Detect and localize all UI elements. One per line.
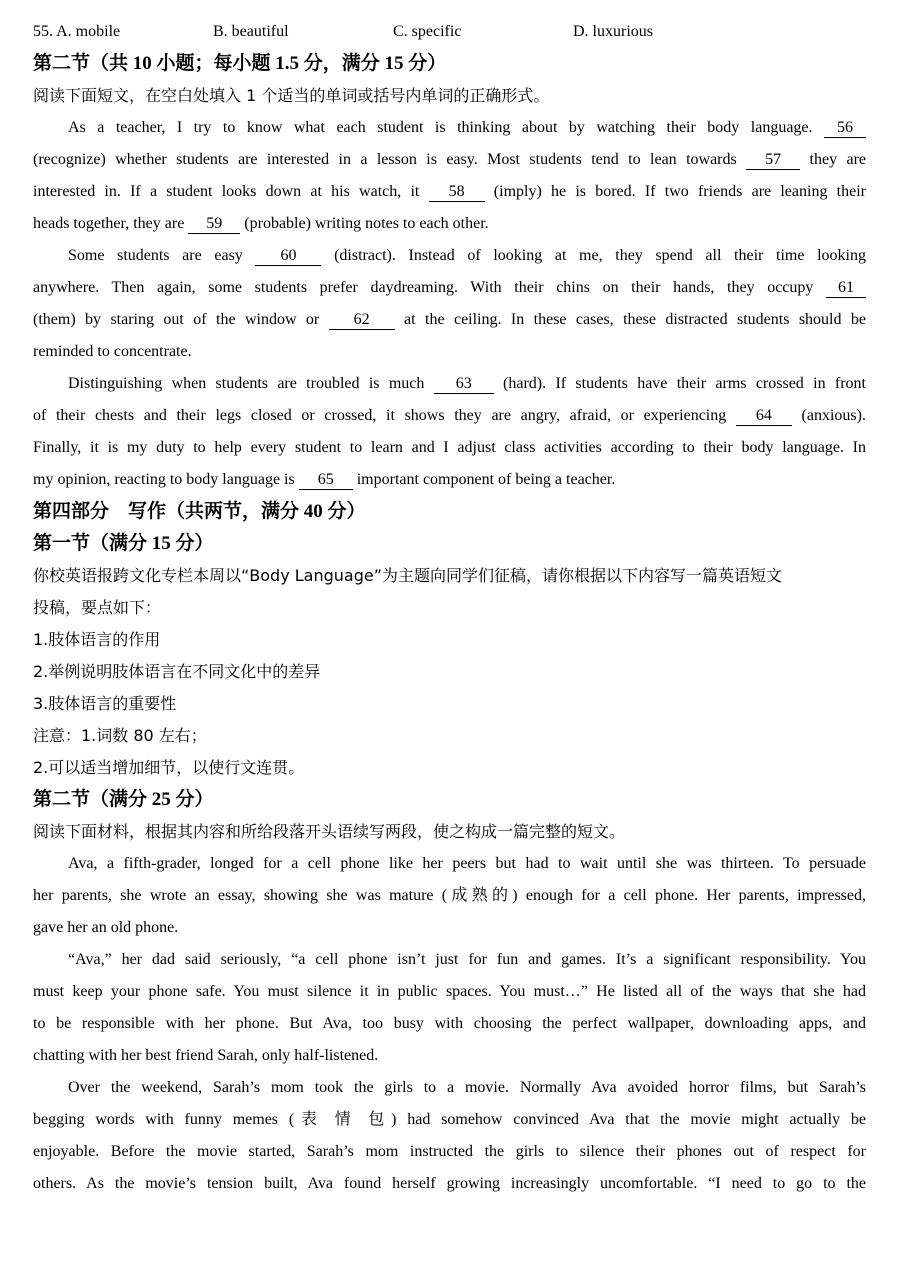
story-line: must keep your phone safe. You must silence it in public spaces. You must…” He listed all of the ways that she had (33, 983, 866, 1000)
story-line: to be responsible with her phone. But Ava, too busy with choosing the perfect wallpaper, downloading apps, and (33, 1015, 866, 1032)
section-2-heading: 第二节（共 10 小题；每小题 1.5 分，满分 15 分） (33, 53, 447, 74)
story-line: gave her an old phone. (33, 919, 179, 936)
passage-line: Finally, it is my duty to help every student to learn and I adjust class activities according to their body language. In (33, 439, 866, 456)
blank-65[interactable]: 65 (299, 471, 353, 490)
writing-note: 注意：1.词数 80 左右； (33, 726, 207, 745)
section-2-instruction: 阅读下面短文，在空白处填入 1 个适当的单词或括号内单词的正确形式。 (33, 86, 550, 105)
passage-line: heads together, they are 59 (probable) writing notes to each other. (33, 215, 489, 232)
story-line: Ava, a fifth-grader, longed for a cell phone like her peers but had to wait until she was thirteen. To persuade (68, 855, 866, 872)
blank-61[interactable]: 61 (826, 279, 866, 298)
blank-64[interactable]: 64 (736, 407, 792, 426)
writing-task-line: 投稿，要点如下： (33, 598, 162, 617)
writing-point: 3.肢体语言的重要性 (33, 694, 177, 713)
writing-note: 2.可以适当增加细节，以使行文连贯。 (33, 758, 305, 777)
option-b: B. beautiful (213, 23, 289, 40)
passage-line: reminded to concentrate. (33, 343, 192, 360)
passage-line: Some students are easy 60 (distract). Instead of looking at me, they spend all their time looking (68, 247, 866, 264)
passage-line: (them) by staring out of the window or 62 at the ceiling. In these cases, these distracted students should be (33, 311, 866, 328)
part-4-heading: 第四部分 写作（共两节，满分 40 分） (33, 501, 366, 522)
story-line: enjoyable. Before the movie started, Sarah’s mom instructed the girls to silence their phones out of respect for (33, 1143, 866, 1160)
story-line: “Ava,” her dad said seriously, “a cell phone isn’t just for fun and games. It’s a significant responsibility. You (68, 951, 866, 968)
option-a: 55. A. mobile (33, 23, 121, 40)
exam-page (33, 16, 866, 1200)
blank-56[interactable]: 56 (824, 119, 866, 138)
blank-60[interactable]: 60 (255, 247, 321, 266)
story-line: others. As the movie’s tension built, Ava found herself growing increasingly uncomfortable. “I need to go to the (33, 1175, 866, 1192)
writing-section-1-heading: 第一节（满分 15 分） (33, 533, 214, 554)
story-line: Over the weekend, Sarah’s mom took the girls to a movie. Normally Ava avoided horror films, but Sarah’s (68, 1079, 866, 1096)
passage-line: my opinion, reacting to body language is 65 important component of being a teacher. (33, 471, 616, 488)
writing-point: 2.举例说明肢体语言在不同文化中的差异 (33, 662, 321, 681)
passage-line: of their chests and their legs closed or crossed, it shows they are angry, afraid, or experiencing 64 (anxious). (33, 407, 866, 424)
blank-62[interactable]: 62 (329, 311, 395, 330)
writing-task-line: 你校英语报跨文化专栏本周以“Body Language”为主题向同学们征稿，请你根据以下内容写一篇英语短文 (33, 566, 783, 585)
passage-line: anywhere. Then again, some students prefer daydreaming. With their chins on their hands, they occupy 61 (33, 272, 866, 304)
story-line: chatting with her best friend Sarah, only half-listened. (33, 1047, 379, 1064)
option-c: C. specific (393, 23, 462, 40)
question-55-options (33, 16, 866, 48)
option-d: D. luxurious (573, 23, 653, 40)
story-line: begging words with funny memes (表 情 包) had somehow convinced Ava that the movie might actually be (33, 1111, 866, 1128)
blank-63[interactable]: 63 (434, 375, 494, 394)
writing-section-2-heading: 第二节（满分 25 分） (33, 789, 214, 810)
blank-57[interactable]: 57 (746, 151, 800, 170)
passage-line: interested in. If a student looks down at his watch, it 58 (imply) he is bored. If two friends are leaning their (33, 183, 866, 200)
passage-line: Distinguishing when students are troubled is much 63 (hard). If students have their arms crossed in front (68, 375, 866, 392)
story-line: her parents, she wrote an essay, showing she was mature (成熟的) enough for a cell phone. Her parents, impressed, (33, 887, 866, 904)
passage-line: As a teacher, I try to know what each student is thinking about by watching their body language. 56 (33, 112, 866, 144)
writing-point: 1.肢体语言的作用 (33, 630, 161, 649)
blank-59[interactable]: 59 (188, 215, 240, 234)
passage-line: (recognize) whether students are interested in a lesson is easy. Most students tend to lean towards 57 they are (33, 151, 866, 168)
writing-section-2-instruction: 阅读下面材料，根据其内容和所给段落开头语续写两段，使之构成一篇完整的短文。 (33, 822, 626, 841)
blank-58[interactable]: 58 (429, 183, 485, 202)
